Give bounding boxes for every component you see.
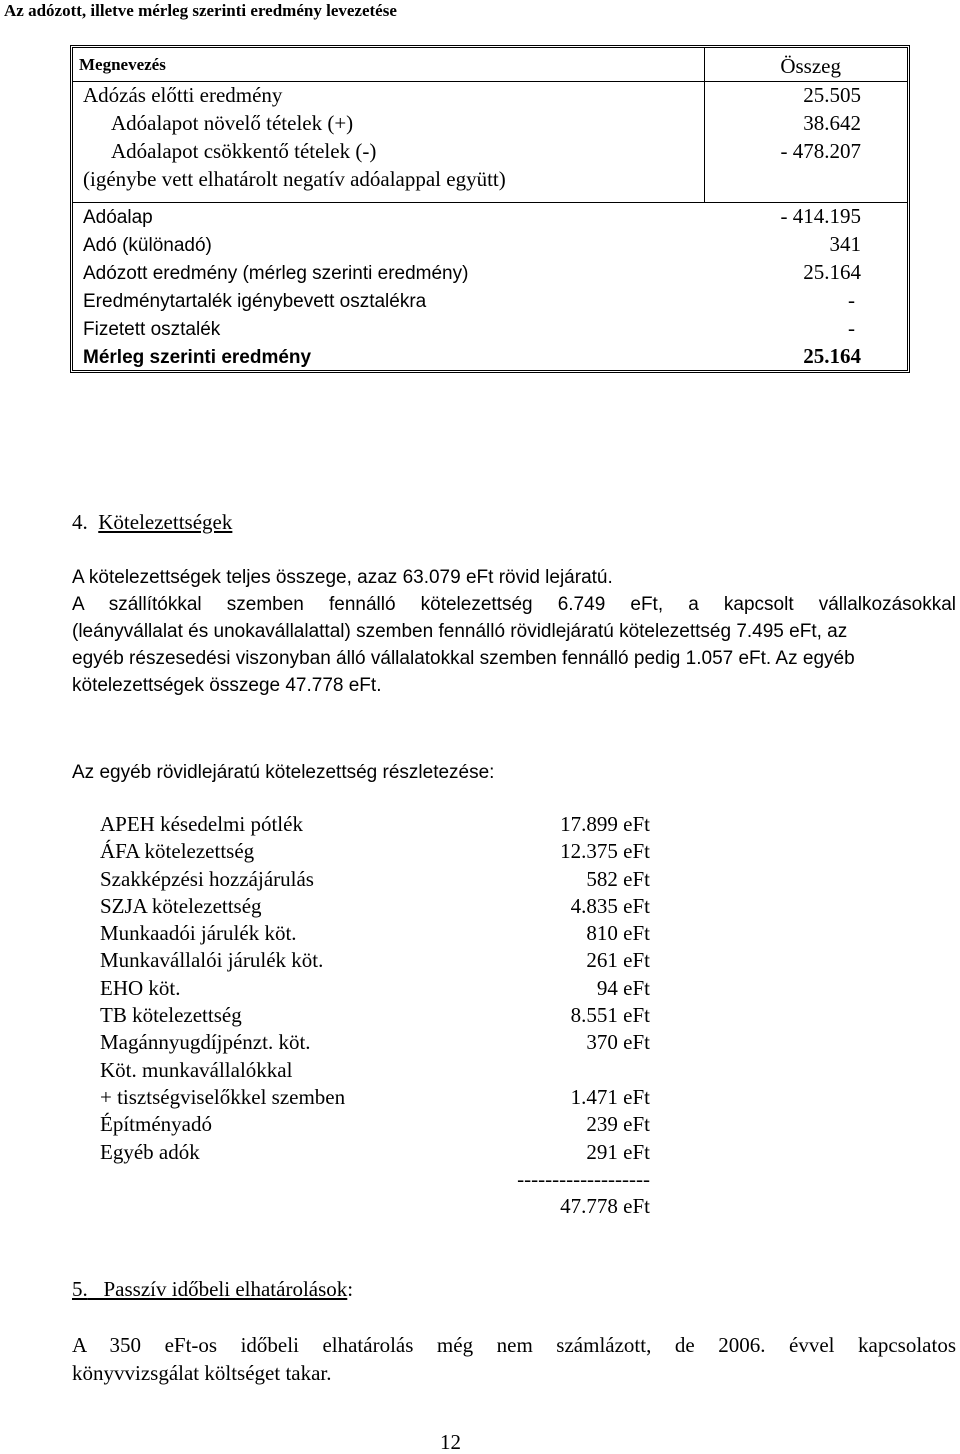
section-title: Passzív időbeli elhatárolások [103,1277,348,1301]
table-row-label: (igénybe vett elhatárolt negatív adóalappal együtt) [83,167,506,191]
table-row-label: Fizetett osztalék [83,319,221,340]
table-row-value: - 478.207 [780,139,861,163]
table-row-label: Adóalapot növelő tételek (+) [111,111,354,135]
list-item: Köt. munkavállalókkal [100,1057,293,1082]
paragraph-line: (leányvállalat és unokavállalattal) szemben fennálló rövidlejáratú kötelezettség 7.495 eFt, az [72,621,848,642]
result-table [70,45,910,373]
paragraph-line: A 350 eFt-os időbeli elhatárolás még nem számlázott, de 2006. évvel kapcsolatos [72,1333,956,1357]
table-row-label: Mérleg szerinti eredmény [83,347,312,368]
section-5-heading [72,1277,353,1301]
list-item: APEH késedelmi pótlék 17.899 eFt [100,812,650,836]
list-item: Munkavállalói járulék köt. 261 eFt [100,948,650,973]
list-item: ÁFA kötelezettség 12.375 eFt [100,839,650,864]
table-row-value: - [848,316,855,340]
list-item: + tisztségviselőkkel szemben 1.471 eFt [100,1084,650,1109]
list-total: 47.778 eFt [560,1194,650,1219]
list-item: Szakképzési hozzájárulás 582 eFt [100,866,650,891]
table-row-value: 25.505 [803,83,861,107]
section-colon: : [347,1277,354,1301]
table-row-value: - 414.195 [780,204,861,228]
table-divider [73,81,907,82]
table-header-name: Megnevezés [79,55,166,74]
table-row-label: Adózás előtti eredmény [83,83,283,107]
page-title: Az adózott, illetve mérleg szerinti eredmény levezetése [4,1,397,20]
table-row-label: Adóalapot csökkentő tételek (-) [111,139,377,163]
table-row-label: Adózott eredmény (mérleg szerinti eredmény) [83,263,469,284]
table-row-label: Adó (különadó) [83,235,212,256]
section-4-heading [72,510,232,534]
table-row-label: Eredménytartalék igénybevett osztalékra [83,291,427,312]
table-header-amount: Összeg [780,54,841,78]
section-number: 5. [72,1277,88,1301]
table-row-value: - [848,288,855,312]
list-item: Magánnyugdíjpénzt. köt. 370 eFt [100,1030,650,1055]
paragraph-line: A kötelezettségek teljes összege, azaz 63.079 eFt rövid lejáratú. [72,567,613,588]
page-number: 12 [440,1430,461,1454]
table-row-value: 25.164 [803,344,861,368]
table-row-value: 38.642 [803,111,861,135]
table-column-divider [704,48,705,203]
table-row-label: Adóalap [83,207,153,228]
list-item: Munkaadói járulék köt. 810 eFt [100,921,650,946]
paragraph-line: A szállítókkal szemben fennálló kötelezettség 6.749 eFt, a kapcsolt vállalkozásokkal [72,594,956,615]
list-item: SZJA kötelezettség 4.835 eFt [100,893,650,918]
table-row-value: 25.164 [803,260,861,284]
list-separator: ------------------- [517,1166,650,1191]
deferred-income-text [72,1331,956,1387]
section-number: 4. [72,510,88,534]
list-item: Egyéb adók 291 eFt [100,1139,650,1164]
section-title: Kötelezettségek [98,510,233,534]
table-row-value: 341 [829,232,861,256]
liabilities-detail-text [72,591,956,699]
liabilities-total-text [72,564,956,591]
liabilities-list [100,811,660,1220]
list-item: Építményadó 239 eFt [100,1112,650,1137]
paragraph-line: könyvvizsgálat költséget takar. [72,1361,332,1385]
table-divider [73,202,907,203]
list-item: EHO köt. 94 eFt [100,975,650,1000]
paragraph-line: egyéb részesedési viszonyban álló vállalatokkal szemben fennálló pedig 1.057 eFt. Az egyéb [72,648,855,669]
detail-heading: Az egyéb rövidlejáratú kötelezettség részletezése: [72,762,495,783]
paragraph-line: kötelezettségek összege 47.778 eFt. [72,675,382,696]
list-item: TB kötelezettség 8.551 eFt [100,1003,650,1028]
